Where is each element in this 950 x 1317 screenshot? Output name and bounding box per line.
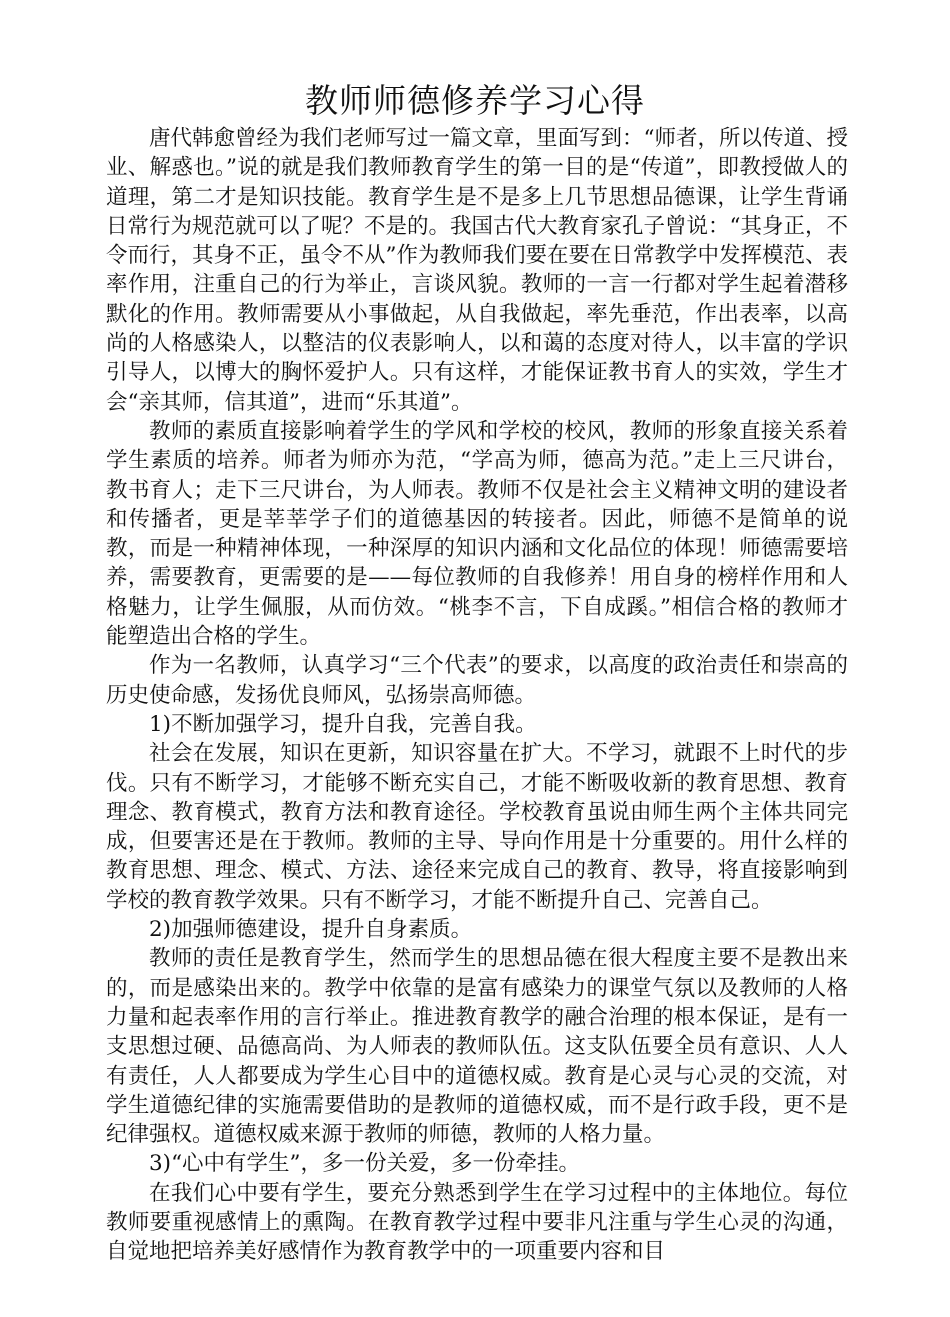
paragraph-care-for-students: 在我们心中要有学生，要充分熟悉到学生在学习过程中的主体地位。每位教师要重视感情上的熏陶。在教育教学过程中要非凡注重与学生心灵的沟通，自觉地把培养美好感情作为教育教学中的一项重要内容和目	[106, 1180, 848, 1265]
paragraph-ethics-building: 教师的责任是教育学生，然而学生的思想品德在很大程度主要不是教出来的，而是感染出来的。教学中依靠的是富有感染力的课堂气氛以及教师的人格力量和起表率作用的言行举止。推进教育教学的融合治理的根本保证，是有一支思想过硬、品德高尚、为人师表的教师队伍。这支队伍要全员有意识、人人有责任，人人都要成为学生心目中的道德权威。教育是心灵与心灵的交流，对学生道德纪律的实施需要借助的是教师的道德权威，而不是行政手段，更不是纪律强权。道德权威来源于教师的师德，教师的人格力量。	[106, 946, 848, 1148]
section-heading-2: 2)加强师德建设，提升自身素质。	[149, 917, 473, 943]
paragraph-intro: 唐代韩愈曾经为我们老师写过一篇文章，里面写到：“师者，所以传道、授业、解惑也。”说的就是我们教师教育学生的第一目的是“传道”，即教授做人的道理，第二才是知识技能。教育学生是不是多上几节思想品德课，让学生背诵日常行为规范就可以了呢？不是的。我国古代大教育家孔子曾说：“其身正，不令而行，其身不正，虽令不从”作为教师我们要在要在日常教学中发挥模范、表率作用，注重自己的行为举止，言谈风貌。教师的一言一行都对学生起着潜移默化的作用。教师需要从小事做起，从自我做起，率先垂范，作出表率，以高尚的人格感染人，以整洁的仪表影响人，以和蔼的态度对待人，以丰富的学识引导人，以博大的胸怀爱护人。只有这样，才能保证教书育人的实效，学生才会“亲其师，信其道”，进而“乐其道”。	[106, 126, 848, 415]
document-body	[106, 124, 848, 1267]
section-heading-3: 3)“心中有学生”，多一份关爱，多一份牵挂。	[149, 1151, 581, 1177]
paragraph-three-represents: 作为一名教师，认真学习“三个代表”的要求，以高度的政治责任和崇高的历史使命感，发扬优良师风，弘扬崇高师德。	[106, 653, 848, 708]
section-heading-1: 1)不断加强学习，提升自我，完善自我。	[149, 711, 537, 737]
paragraph-learning: 社会在发展，知识在更新，知识容量在扩大。不学习，就跟不上时代的步伐。只有不断学习，才能够不断充实自己，才能不断吸收新的教育思想、教育理念、教育模式，教育方法和教育途径。学校教育虽说由师生两个主体共同完成，但要害还是在于教师。教师的主导、导向作用是十分重要的。用什么样的教育思想、理念、模式、方法、途径来完成自己的教育、教导，将直接影响到学校的教育教学效果。只有不断学习，才能不断提升自己、完善自己。	[106, 741, 848, 913]
document-title: 教师师德修养学习心得	[305, 81, 645, 120]
paragraph-teacher-quality: 教师的素质直接影响着学生的学风和学校的校风，教师的形象直接关系着学生素质的培养。师者为师亦为范，“学高为师，德高为范。”走上三尺讲台，教书育人；走下三尺讲台，为人师表。教师不仅是社会主义精神文明的建设者和传播者，更是莘莘学子们的道德基因的转接者。因此，师德不是简单的说教，而是一种精神体现，一种深厚的知识内涵和文化品位的体现！师德需要培养，需要教育，更需要的是——每位教师的自我修养！用自身的榜样作用和人格魅力，让学生佩服，从而仿效。“桃李不言，下自成蹊。”相信合格的教师才能塑造出合格的学生。	[106, 418, 848, 650]
